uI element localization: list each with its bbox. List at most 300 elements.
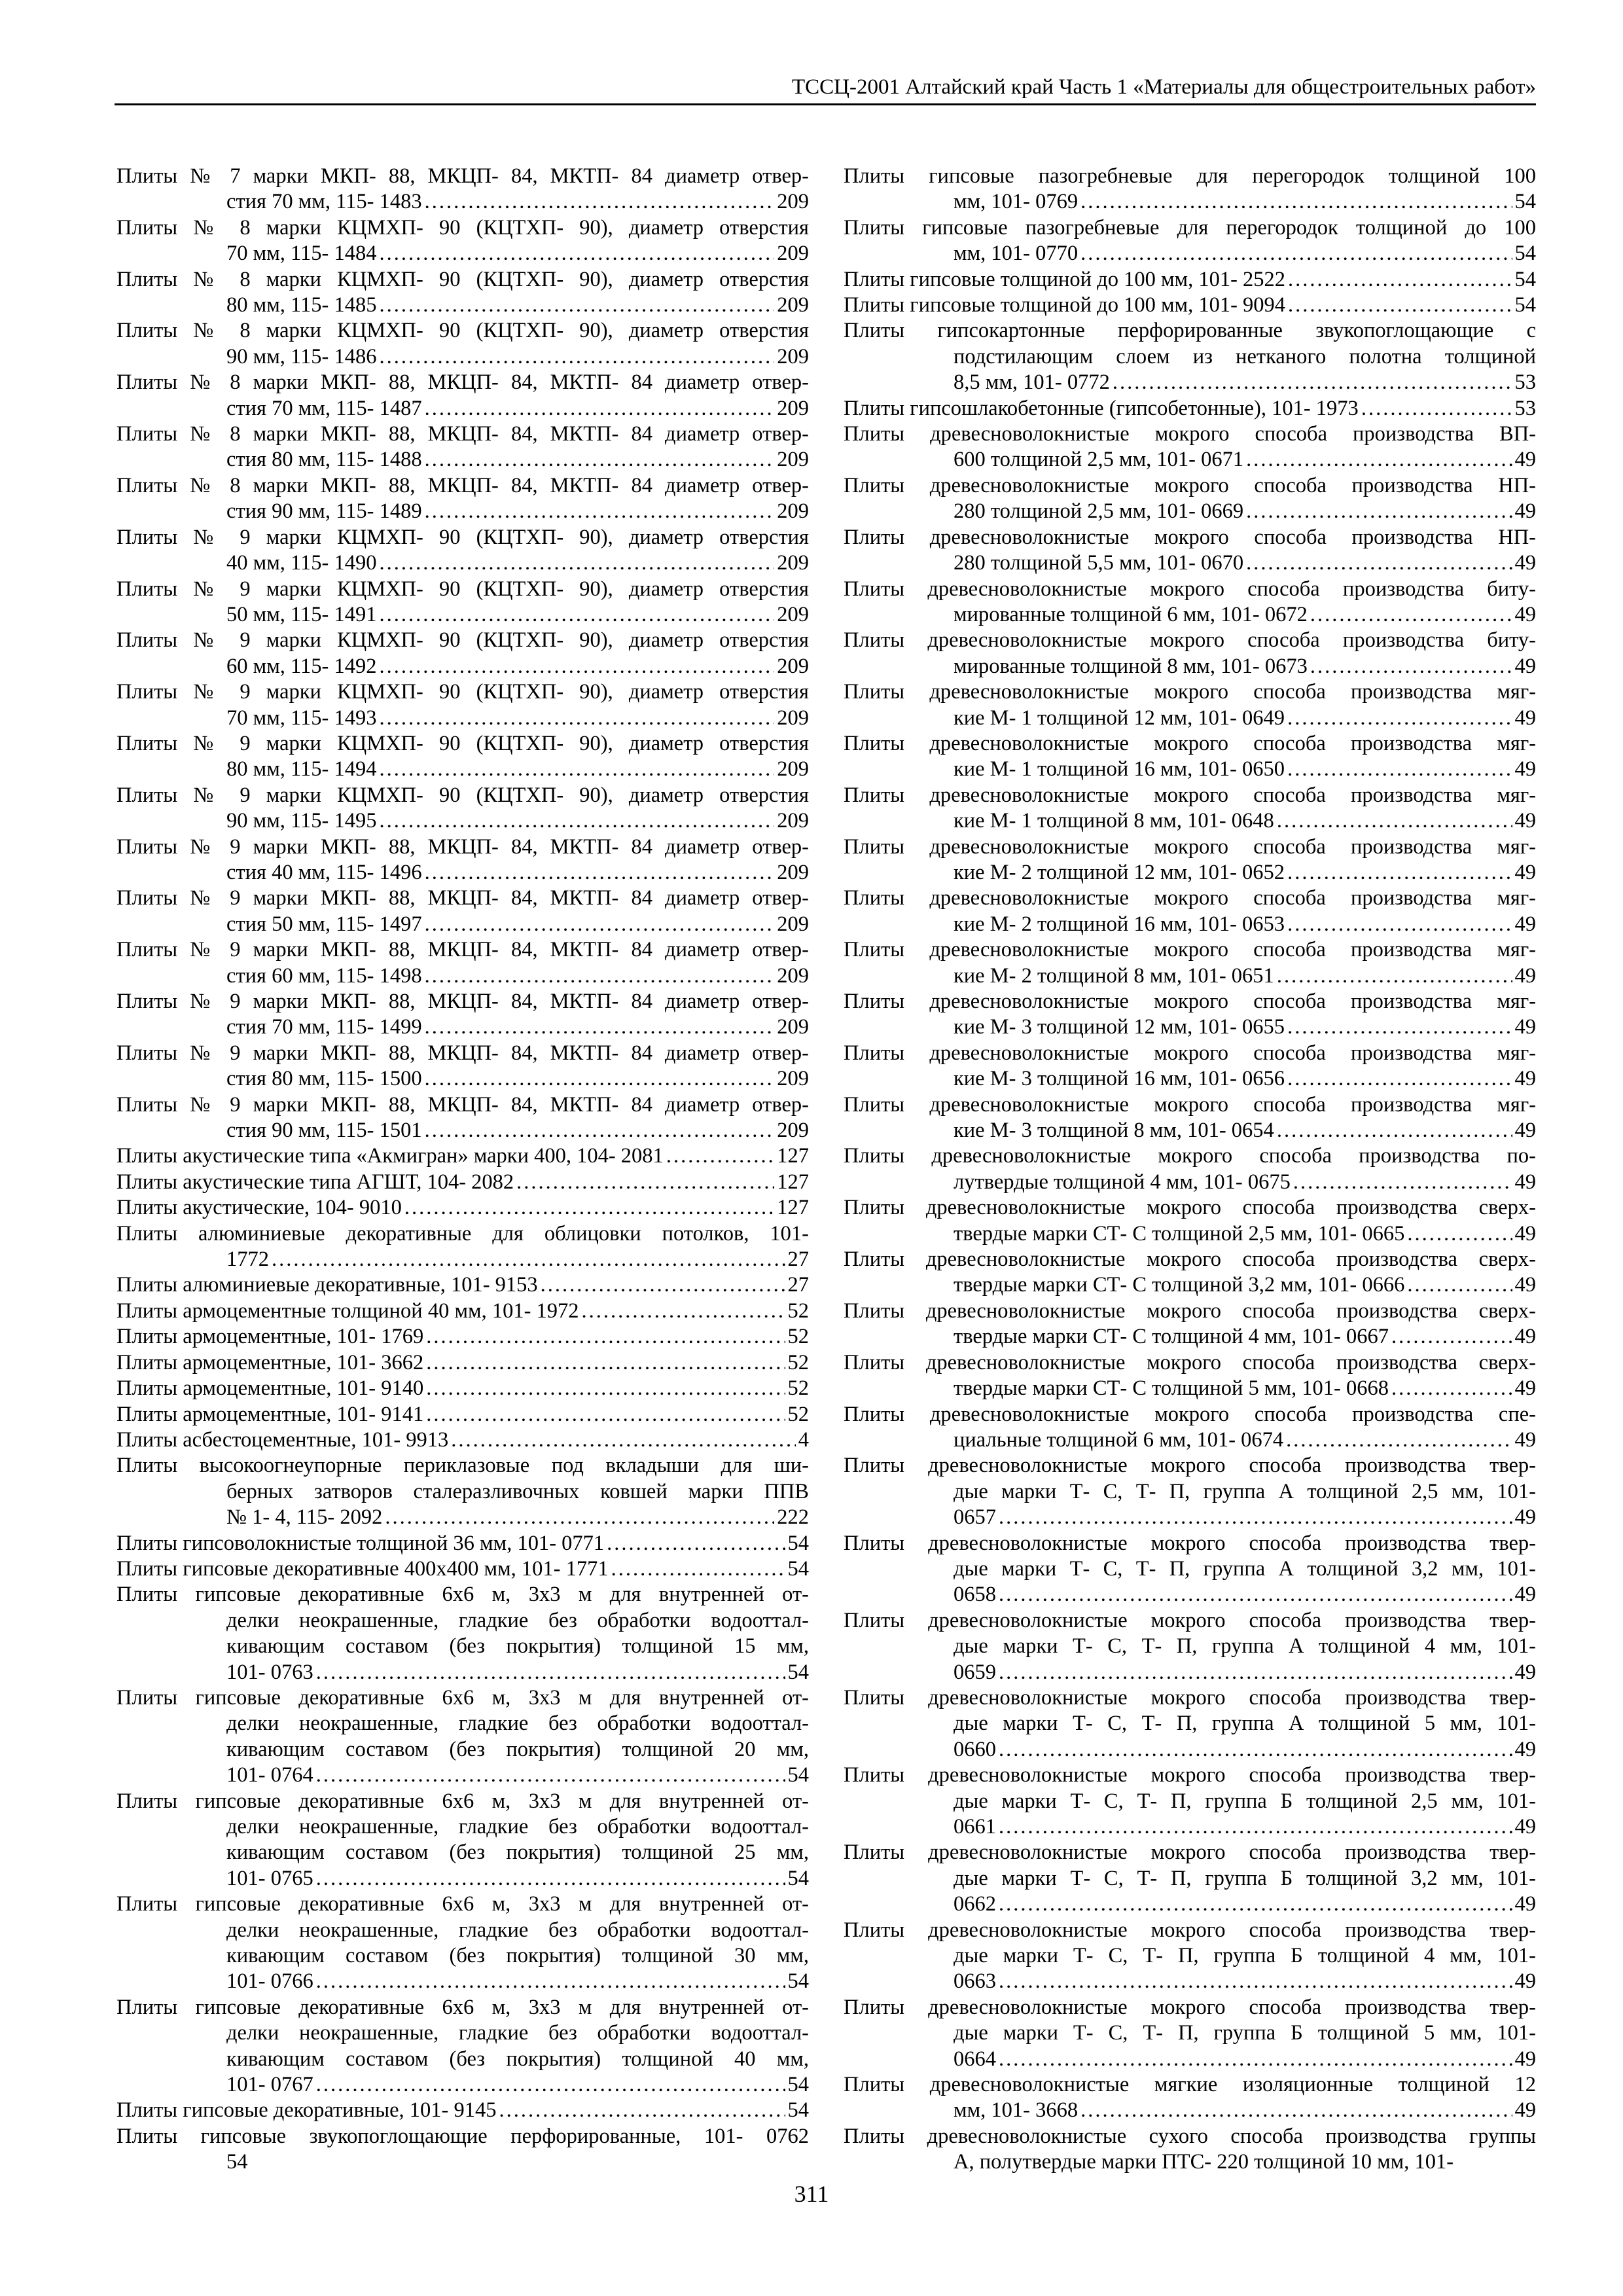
dot-leader bbox=[380, 808, 775, 834]
dot-leader bbox=[1287, 860, 1512, 886]
dot-leader bbox=[1286, 1427, 1512, 1453]
dot-leader bbox=[1361, 396, 1512, 422]
entry-text-line: Плиты № 8 марки КЦМХП- 90 (КЦТХП- 90), диаметр отверстия bbox=[116, 215, 809, 240]
index-entry bbox=[116, 1092, 809, 1144]
entry-text-line: Плиты древесноволокнистые мокрого способа производства мяг- bbox=[844, 731, 1536, 755]
entry-leader-line bbox=[844, 447, 1536, 473]
entry-leader-line bbox=[844, 860, 1536, 886]
entry-text-line: Плиты гипсовые пазогребневые для перегородок толщиной 100 bbox=[844, 164, 1536, 188]
index-entry bbox=[844, 1143, 1536, 1195]
entry-text: 600 толщиной 2,5 мм, 101- 0671 bbox=[954, 448, 1244, 472]
entry-leader-line bbox=[116, 499, 809, 524]
entry-page-ref: 49 bbox=[1514, 809, 1536, 833]
entry-text-line: Плиты № 9 марки КЦМХП- 90 (КЦТХП- 90), диаметр отверстия bbox=[116, 731, 809, 755]
entry-text: мированные толщиной 6 мм, 101- 0672 bbox=[954, 602, 1308, 626]
dot-leader bbox=[426, 1350, 785, 1376]
dot-leader bbox=[380, 241, 775, 266]
entry-text: Плиты армоцементные, 101- 3662 bbox=[116, 1350, 424, 1374]
entry-text-line: Плиты гипсовые декоративные 6х6 м, 3х3 м для внутренней от- bbox=[116, 1685, 809, 1710]
entry-text-line: Плиты № 9 марки МКП- 88, МКЦП- 84, МКТП- 84 диаметр отвер- bbox=[116, 990, 809, 1013]
entry-text: мм, 101- 0769 bbox=[954, 190, 1079, 214]
index-entry bbox=[116, 164, 809, 215]
index-entry bbox=[844, 1092, 1536, 1144]
dot-leader bbox=[380, 654, 775, 679]
dot-leader bbox=[1277, 963, 1512, 989]
entry-leader-line bbox=[844, 1814, 1536, 1840]
index-entry bbox=[844, 1041, 1536, 1092]
entry-leader-line bbox=[844, 1969, 1536, 1994]
entry-text-line: подстилающим слоем из нетканого полотна толщиной bbox=[954, 344, 1536, 368]
entry-leader-line bbox=[116, 1195, 809, 1221]
entry-leader-line bbox=[116, 1402, 809, 1427]
entry-leader-line bbox=[116, 912, 809, 937]
dot-leader bbox=[999, 1737, 1512, 1763]
entry-page-ref: 127 bbox=[777, 1144, 809, 1168]
entry-leader-line bbox=[116, 189, 809, 215]
entry-leader-line bbox=[844, 1324, 1536, 1350]
entry-page-ref: 27 bbox=[787, 1273, 809, 1297]
entry-text: 280 толщиной 2,5 мм, 101- 0669 bbox=[954, 499, 1244, 524]
entry-text-line: делки неокрашенные, гладкие без обработки водооттал- bbox=[226, 1608, 809, 1632]
entry-page-ref: 49 bbox=[1514, 1660, 1536, 1684]
entry-page-ref: 54 bbox=[787, 2073, 809, 2097]
entry-page-ref: 49 bbox=[1514, 602, 1536, 626]
entry-leader-line bbox=[116, 1427, 809, 1453]
entry-text-line: Плиты древесноволокнистые мокрого способа производства биту- bbox=[844, 628, 1536, 653]
entry-page-ref: 49 bbox=[1514, 1273, 1536, 1297]
entry-text: Плиты асбестоцементные, 101- 9913 bbox=[116, 1427, 449, 1452]
entry-text: 0658 bbox=[954, 1583, 996, 1607]
entry-text-line: Плиты древесноволокнистые мокрого способа производства мяг- bbox=[844, 834, 1536, 859]
entry-page-ref: 209 bbox=[777, 654, 809, 678]
index-entry bbox=[844, 731, 1536, 783]
entry-text: кие М- 1 толщиной 8 мм, 101- 0648 bbox=[954, 809, 1274, 833]
entry-leader-line bbox=[844, 550, 1536, 576]
entry-text: Плиты акустические типа АГШТ, 104- 2082 bbox=[116, 1170, 514, 1194]
entry-leader-line bbox=[844, 1892, 1536, 1917]
entry-page-ref: 49 bbox=[1514, 1583, 1536, 1607]
entry-text: стия 90 мм, 115- 1489 bbox=[226, 499, 422, 524]
entry-page-ref: 49 bbox=[1514, 1067, 1536, 1091]
entry-leader-line bbox=[116, 1660, 809, 1685]
entry-leader-line bbox=[844, 1582, 1536, 1607]
entry-leader-line bbox=[116, 1324, 809, 1350]
dot-leader bbox=[1080, 189, 1512, 215]
dot-leader bbox=[426, 1376, 785, 1401]
dot-leader bbox=[1113, 370, 1512, 395]
entry-text: лутвердые толщиной 4 мм, 101- 0675 bbox=[954, 1170, 1291, 1194]
index-entry bbox=[116, 1299, 809, 1324]
entry-text: стия 90 мм, 115- 1501 bbox=[226, 1119, 422, 1143]
entry-text-line: Плиты древесноволокнистые мягкие изоляционные толщиной 12 bbox=[844, 2073, 1536, 2097]
entry-text: 1772 bbox=[226, 1247, 269, 1272]
entry-page-ref: 53 bbox=[1514, 396, 1536, 420]
index-entry bbox=[844, 422, 1536, 473]
index-entry bbox=[116, 886, 809, 937]
entry-leader-line bbox=[844, 1505, 1536, 1530]
entry-page-ref: 27 bbox=[787, 1247, 809, 1272]
entry-text: Плиты гипсовые толщиной до 100 мм, 101- 2522 bbox=[844, 267, 1286, 291]
entry-page-ref: 209 bbox=[777, 757, 809, 781]
dot-leader bbox=[1287, 912, 1512, 937]
dot-leader bbox=[385, 1505, 774, 1530]
entry-leader-line bbox=[116, 1143, 809, 1169]
entry-leader-line bbox=[116, 1272, 809, 1298]
entry-page-ref: 54 bbox=[787, 1866, 809, 1890]
index-entry bbox=[116, 370, 809, 422]
index-entry bbox=[116, 525, 809, 577]
entry-text-line: Плиты древесноволокнистые мокрого способа производства сверх- bbox=[844, 1196, 1536, 1220]
dot-leader bbox=[1407, 1272, 1512, 1298]
entry-page-ref: 49 bbox=[1514, 757, 1536, 781]
running-header: ТССЦ-2001 Алтайский край Часть 1 «Материалы для общестроительных работ» bbox=[791, 75, 1536, 99]
entry-page-ref: 49 bbox=[1514, 2047, 1536, 2071]
index-entry bbox=[844, 937, 1536, 989]
index-entry bbox=[116, 1892, 809, 1995]
entry-text: 0659 bbox=[954, 1660, 996, 1684]
entry-text: 280 толщиной 5,5 мм, 101- 0670 bbox=[954, 551, 1244, 575]
entry-text-line: Плиты древесноволокнистые мокрого способа производства ВП- bbox=[844, 422, 1536, 446]
dot-leader bbox=[425, 1066, 775, 1092]
entry-text: циальные толщиной 6 мм, 101- 0674 bbox=[954, 1427, 1284, 1452]
dot-leader bbox=[316, 1969, 785, 1994]
index-entry bbox=[116, 1272, 809, 1298]
entry-page-ref: 52 bbox=[787, 1376, 809, 1401]
entry-leader-line bbox=[116, 963, 809, 989]
entry-page-ref: 49 bbox=[1514, 1427, 1536, 1452]
entry-text-line: Плиты древесноволокнистые мокрого способа производства мяг- bbox=[844, 1041, 1536, 1065]
dot-leader bbox=[607, 1531, 785, 1556]
entry-page-ref: 52 bbox=[787, 1299, 809, 1323]
entry-text: 70 мм, 115- 1484 bbox=[226, 242, 377, 266]
index-entry bbox=[116, 1582, 809, 1685]
dot-leader bbox=[999, 1582, 1512, 1607]
index-entry bbox=[116, 1556, 809, 1582]
entry-text: 0664 bbox=[954, 2047, 996, 2071]
entry-page-ref: 49 bbox=[1514, 654, 1536, 678]
entry-page-ref: 49 bbox=[1514, 1015, 1536, 1039]
dot-leader bbox=[380, 344, 775, 370]
entry-leader-line bbox=[116, 344, 809, 370]
entry-leader-line bbox=[116, 654, 809, 679]
entry-page-ref: 54 bbox=[1514, 267, 1536, 291]
entry-text: Плиты армоцементные, 101- 9140 bbox=[116, 1376, 424, 1401]
entry-text-line: Плиты гипсовые декоративные 6х6 м, 3х3 м для внутренней от- bbox=[116, 1995, 809, 2019]
entry-text-line: берных затворов сталеразливочных ковшей марки ППВ bbox=[226, 1479, 809, 1503]
dot-leader bbox=[380, 293, 775, 318]
entry-text: стия 70 мм, 115- 1499 bbox=[226, 1015, 422, 1039]
dot-leader bbox=[425, 499, 775, 524]
entry-text-line: Плиты древесноволокнистые мокрого способа производства спе- bbox=[844, 1402, 1536, 1426]
index-entry bbox=[116, 834, 809, 886]
entry-leader-line bbox=[844, 2098, 1536, 2123]
dot-leader bbox=[272, 1247, 785, 1272]
entry-text: Плиты акустические, 104- 9010 bbox=[116, 1196, 402, 1220]
entry-page-ref: 209 bbox=[777, 963, 809, 988]
dot-leader bbox=[380, 706, 775, 731]
entry-page-ref: 209 bbox=[777, 860, 809, 884]
entry-text-line: Плиты № 9 марки МКП- 88, МКЦП- 84, МКТП- 84 диаметр отвер- bbox=[116, 886, 809, 910]
entry-text-line: Плиты древесноволокнистые мокрого способа производства НП- bbox=[844, 473, 1536, 497]
entry-page-ref: 209 bbox=[777, 912, 809, 936]
entry-text-line: делки неокрашенные, гладкие без обработки водооттал- bbox=[226, 2021, 809, 2045]
entry-text-line: кивающим составом (без покрытия) толщиной 40 мм, bbox=[226, 2047, 809, 2071]
entry-leader-line bbox=[116, 757, 809, 782]
entry-leader-line bbox=[844, 912, 1536, 937]
entry-page-ref: 209 bbox=[777, 396, 809, 420]
entry-leader-line bbox=[844, 241, 1536, 266]
index-entry bbox=[844, 989, 1536, 1041]
entry-page-ref: 209 bbox=[777, 706, 809, 730]
entry-leader-line bbox=[844, 1221, 1536, 1247]
index-entry bbox=[844, 2124, 1536, 2176]
entry-leader-line bbox=[116, 1066, 809, 1092]
entry-text-line: Плиты № 9 марки МКП- 88, МКЦП- 84, МКТП- 84 диаметр отвер- bbox=[116, 938, 809, 962]
index-entry bbox=[844, 215, 1536, 267]
entry-text: твердые марки СТ- С толщиной 2,5 мм, 101- 0665 bbox=[954, 1221, 1405, 1246]
entry-page-ref: 127 bbox=[777, 1196, 809, 1220]
entry-text: стия 50 мм, 115- 1497 bbox=[226, 912, 422, 936]
entry-page-ref: 49 bbox=[1514, 963, 1536, 988]
entry-leader-line bbox=[844, 2047, 1536, 2072]
entry-text-line: Плиты древесноволокнистые мокрого способа производства сверх- bbox=[844, 1299, 1536, 1323]
entry-leader-line bbox=[116, 1350, 809, 1376]
index-entry bbox=[116, 267, 809, 319]
entry-page-ref: 209 bbox=[777, 1015, 809, 1039]
dot-leader bbox=[425, 1014, 775, 1040]
dot-leader bbox=[380, 757, 775, 782]
entry-page-ref: 222 bbox=[777, 1505, 809, 1530]
entry-text-line: Плиты № 9 марки КЦМХП- 90 (КЦТХП- 90), диаметр отверстия bbox=[116, 577, 809, 601]
entry-text-line: Плиты древесноволокнистые мокрого способа производства твер- bbox=[844, 1763, 1536, 1787]
entry-text-line: Плиты древесноволокнистые мокрого способа производства твер- bbox=[844, 1840, 1536, 1865]
entry-page-ref: 52 bbox=[787, 1402, 809, 1426]
entry-page-ref: 209 bbox=[777, 1067, 809, 1091]
entry-text: Плиты алюминиевые декоративные, 101- 9153 bbox=[116, 1273, 538, 1297]
entry-page-ref: 49 bbox=[1514, 1376, 1536, 1401]
entry-text: мм, 101- 3668 bbox=[954, 2098, 1079, 2123]
entry-text-line: Плиты древесноволокнистые мокрого способа производства мяг- bbox=[844, 680, 1536, 704]
dot-leader bbox=[380, 550, 775, 576]
entry-leader-line bbox=[116, 706, 809, 731]
index-entry bbox=[116, 989, 809, 1041]
entry-text-line: делки неокрашенные, гладкие без обработки водооттал- bbox=[226, 1712, 809, 1736]
index-entry bbox=[844, 164, 1536, 215]
entry-text: Плиты армоцементные, 101- 1769 bbox=[116, 1325, 424, 1349]
index-entry bbox=[844, 834, 1536, 886]
entry-text: кие М- 3 толщиной 16 мм, 101- 0656 bbox=[954, 1067, 1285, 1091]
dot-leader bbox=[1293, 1170, 1512, 1195]
entry-text: 101- 0763 bbox=[226, 1660, 313, 1684]
index-entry bbox=[844, 1195, 1536, 1247]
index-entry bbox=[844, 1608, 1536, 1685]
entry-text: № 1- 4, 115- 2092 bbox=[226, 1505, 383, 1530]
dot-leader bbox=[1287, 706, 1512, 731]
entry-page-ref: 49 bbox=[1514, 1892, 1536, 1916]
index-entry bbox=[116, 731, 809, 783]
entry-text-line: Плиты гипсовые декоративные 6х6 м, 3х3 м для внутренней от- bbox=[116, 1789, 809, 1813]
entry-text-line: кивающим составом (без покрытия) толщиной 20 мм, bbox=[226, 1737, 809, 1761]
dot-leader bbox=[1288, 267, 1512, 293]
entry-text-line: дые марки Т- С, Т- П, группа А толщиной 4 мм, 101- bbox=[954, 1634, 1536, 1659]
entry-leader-line bbox=[844, 1660, 1536, 1685]
index-entry bbox=[116, 1453, 809, 1530]
entry-text: 60 мм, 115- 1492 bbox=[226, 654, 377, 678]
entry-page-ref: 49 bbox=[1514, 1815, 1536, 1839]
entry-page-ref: 209 bbox=[777, 190, 809, 214]
entry-leader-line bbox=[844, 499, 1536, 524]
entry-text-line: Плиты № 9 марки КЦМХП- 90 (КЦТХП- 90), диаметр отверстия bbox=[116, 628, 809, 653]
index-entry bbox=[116, 679, 809, 731]
dot-leader bbox=[316, 1660, 785, 1685]
entry-text: твердые марки СТ- С толщиной 4 мм, 101- 0667 bbox=[954, 1325, 1389, 1349]
entry-text-line: Плиты древесноволокнистые мокрого способа производства твер- bbox=[844, 1454, 1536, 1478]
entry-leader-line bbox=[844, 189, 1536, 215]
index-entry bbox=[844, 1299, 1536, 1350]
entry-text: мм, 101- 0770 bbox=[954, 242, 1079, 266]
dot-leader bbox=[316, 2072, 785, 2098]
entry-text-line: Плиты № 9 марки МКП- 88, МКЦП- 84, МКТП- 84 диаметр отвер- bbox=[116, 834, 809, 859]
dot-leader bbox=[1407, 1221, 1512, 1247]
entry-page-ref: 209 bbox=[777, 809, 809, 833]
index-entry bbox=[844, 396, 1536, 422]
dot-leader bbox=[316, 1763, 785, 1788]
index-entry bbox=[844, 1685, 1536, 1763]
entry-text-line: Плиты гипсовые звукопоглощающие перфорированные, 101- 0762 bbox=[116, 2124, 809, 2148]
entry-text-line: Плиты № 7 марки МКП- 88, МКЦП- 84, МКТП- 84 диаметр отвер- bbox=[116, 164, 809, 188]
entry-leader-line bbox=[844, 706, 1536, 731]
entry-leader-line bbox=[116, 1556, 809, 1582]
index-entry bbox=[844, 1918, 1536, 1995]
entry-leader-line bbox=[844, 1066, 1536, 1092]
entry-text-line: Плиты № 8 марки МКП- 88, МКЦП- 84, МКТП- 84 диаметр отвер- bbox=[116, 473, 809, 497]
entry-leader-line bbox=[116, 860, 809, 886]
index-entry bbox=[116, 1685, 809, 1789]
dot-leader bbox=[1310, 602, 1512, 628]
entry-page-ref: 209 bbox=[777, 1119, 809, 1143]
entry-text: кие М- 1 толщиной 16 мм, 101- 0650 bbox=[954, 757, 1285, 781]
entry-page-ref: 49 bbox=[1514, 1325, 1536, 1349]
index-entry bbox=[116, 318, 809, 370]
dot-leader bbox=[999, 1814, 1512, 1840]
entry-text-line: дые марки Т- С, Т- П, группа Б толщиной 5 мм, 101- bbox=[954, 2021, 1536, 2045]
entry-text-line: кивающим составом (без покрытия) толщиной 25 мм, bbox=[226, 1840, 809, 1865]
entry-page-ref: 49 bbox=[1514, 1969, 1536, 1994]
entry-text-line: Плиты древесноволокнистые мокрого способа производства твер- bbox=[844, 1685, 1536, 1710]
entry-page-ref: 49 bbox=[1514, 1119, 1536, 1143]
entry-text-line: Плиты гипсовые декоративные 6х6 м, 3х3 м для внутренней от- bbox=[116, 1583, 809, 1607]
index-entry bbox=[116, 1995, 809, 2098]
header-rule bbox=[115, 103, 1536, 105]
dot-leader bbox=[425, 860, 775, 886]
entry-leader-line bbox=[844, 396, 1536, 422]
entry-leader-line bbox=[116, 602, 809, 628]
entry-text: кие М- 2 толщиной 16 мм, 101- 0653 bbox=[954, 912, 1285, 936]
entry-text-line: дые марки Т- С, Т- П, группа А толщиной 5 мм, 101- bbox=[954, 1712, 1536, 1736]
entry-text: 101- 0764 bbox=[226, 1763, 313, 1787]
index-entry bbox=[844, 318, 1536, 395]
entry-text-line: Плиты древесноволокнистые мокрого способа производства твер- bbox=[844, 1608, 1536, 1632]
entry-text: 90 мм, 115- 1495 bbox=[226, 809, 377, 833]
page-number: 311 bbox=[794, 2181, 829, 2207]
entry-leader-line bbox=[844, 293, 1536, 318]
entry-text: кие М- 2 толщиной 8 мм, 101- 0651 bbox=[954, 963, 1274, 988]
entry-page-ref: 54 bbox=[787, 2098, 809, 2123]
index-entry bbox=[844, 679, 1536, 731]
entry-text: Плиты гипсошлакобетонные (гипсобетонные), 101- 1973 bbox=[844, 396, 1359, 420]
entry-page-ref: 54 bbox=[1514, 242, 1536, 266]
entry-text: Плиты гипсоволокнистые толщиной 36 мм, 101- 0771 bbox=[116, 1531, 605, 1555]
dot-leader bbox=[1080, 2098, 1512, 2123]
index-entry bbox=[116, 215, 809, 267]
index-entry bbox=[844, 2072, 1536, 2124]
index-entry bbox=[844, 577, 1536, 628]
index-entry bbox=[116, 1324, 809, 1350]
index-entry bbox=[844, 1247, 1536, 1299]
entry-text-line: Плиты древесноволокнистые мокрого способа производства твер- bbox=[844, 1995, 1536, 2019]
entry-text: стия 40 мм, 115- 1496 bbox=[226, 860, 422, 884]
entry-page-ref: 54 bbox=[1514, 293, 1536, 317]
entry-leader-line bbox=[116, 396, 809, 422]
dot-leader bbox=[1246, 550, 1512, 576]
entry-text-line: дые марки Т- С, Т- П, группа Б толщиной 3,2 мм, 101- bbox=[954, 1866, 1536, 1890]
index-entry bbox=[844, 1453, 1536, 1530]
entry-leader-line bbox=[844, 1272, 1536, 1298]
dot-leader bbox=[425, 447, 775, 473]
entry-text: 0661 bbox=[954, 1815, 996, 1839]
entry-text-line: Плиты высокоогнеупорные периклазовые под вкладыши для ши- bbox=[116, 1454, 809, 1478]
entry-text: твердые марки СТ- С толщиной 3,2 мм, 101- 0666 bbox=[954, 1273, 1405, 1297]
entry-page-ref: 54 bbox=[226, 2150, 248, 2174]
entry-page-ref: 4 bbox=[798, 1427, 809, 1452]
entry-text: 0662 bbox=[954, 1892, 996, 1916]
entry-leader-line bbox=[116, 1299, 809, 1324]
dot-leader bbox=[1391, 1324, 1512, 1350]
entry-text-line: кивающим составом (без покрытия) толщиной 30 мм, bbox=[226, 1944, 809, 1968]
entry-leader-line bbox=[116, 1376, 809, 1401]
index-entry bbox=[116, 1170, 809, 1195]
dot-leader bbox=[999, 1892, 1512, 1917]
entry-text: 80 мм, 115- 1494 bbox=[226, 757, 377, 781]
entry-text: стия 70 мм, 115- 1483 bbox=[226, 190, 422, 214]
entry-text: Плиты гипсовые толщиной до 100 мм, 101- 9094 bbox=[844, 293, 1286, 317]
index-entry bbox=[116, 2098, 809, 2123]
entry-page-ref: 209 bbox=[777, 551, 809, 575]
entry-text: Плиты армоцементные толщиной 40 мм, 101- 1972 bbox=[116, 1299, 579, 1323]
index-entry bbox=[116, 1041, 809, 1092]
entry-page-ref: 49 bbox=[1514, 1505, 1536, 1530]
index-entry bbox=[844, 1995, 1536, 2072]
entry-page-ref: 49 bbox=[1514, 1221, 1536, 1246]
entry-text-line: Плиты № 9 марки МКП- 88, МКЦП- 84, МКТП- 84 диаметр отвер- bbox=[116, 1041, 809, 1065]
entry-page-ref: 49 bbox=[1514, 499, 1536, 524]
entry-leader-line bbox=[116, 1531, 809, 1556]
index-entry bbox=[116, 2124, 809, 2176]
dot-leader bbox=[1287, 1014, 1512, 1040]
entry-text-line: Плиты № 9 марки КЦМХП- 90 (КЦТХП- 90), диаметр отверстия bbox=[116, 680, 809, 704]
entry-text-line: Плиты древесноволокнистые мокрого способа производства мяг- bbox=[844, 886, 1536, 910]
entry-text: кие М- 3 толщиной 12 мм, 101- 0655 bbox=[954, 1015, 1285, 1039]
entry-page-ref: 49 bbox=[1514, 448, 1536, 472]
entry-text: 0660 bbox=[954, 1737, 996, 1761]
entry-page-ref: 209 bbox=[777, 293, 809, 317]
entry-text-line: дые марки Т- С, Т- П, группа А толщиной 3,2 мм, 101- bbox=[954, 1556, 1536, 1581]
entry-text: 0657 bbox=[954, 1505, 996, 1530]
entry-text-line: Плиты гипсовые пазогребневые для перегородок толщиной до 100 bbox=[844, 215, 1536, 240]
entry-leader-line bbox=[116, 1969, 809, 1994]
entry-text: кие М- 3 толщиной 8 мм, 101- 0654 bbox=[954, 1119, 1274, 1143]
index-column-right bbox=[844, 164, 1536, 2176]
